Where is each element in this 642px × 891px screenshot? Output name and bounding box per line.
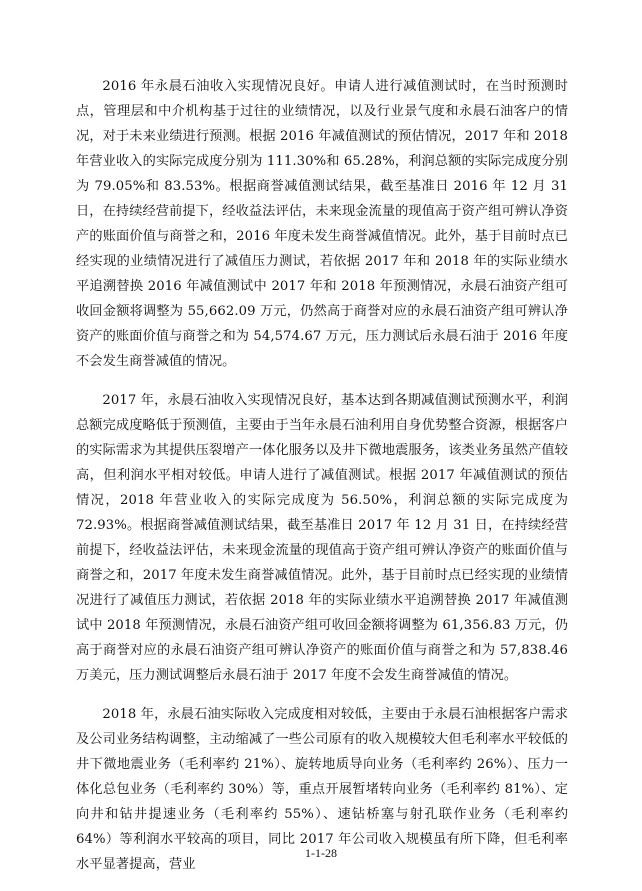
paragraph-2017: 2017 年，永晨石油收入实现情况良好，基本达到各期减值测试预测水平，利润总额完成度略低于预测值，主要由于当年永晨石油利用自身优势整合资源，根据客户的实际需求为其提供压裂增产一体化服务以及井下微地震服务，该类业务虽然产值较高，但利润水平相对较低。申请人进行了减值测试。根据 2017 年减值测试的预估情况，2018 年营业收入的实际完成度为 56.50%，利润总额的实际完成度为 72.93%。根据商誉减值测试结果，截至基准日 2017 年 12 月 31 日，在持续经营前提下，经收益法评估，未来现金流量的现值高于资产组可辨认净资产的账面价值与商誉之和，2017 年度未发生商誉减值情况。此外，基于目前时点已经实现的业绩情况进行了减值压力测试，若依据 2018 年的实际业绩水平追溯替换 2017 年减值测试中 2018 年预测情况，永晨石油资产组可收回金额将调整为 61,356.83 万元，仍高于商誉对应的永晨石油资产组可辨认净资产的账面价值与商誉之和为 57,838.46 万美元，压力测试调整后永晨石油于 2017 年度不会发生商誉减值的情况。	[76, 393, 568, 683]
document-body	[76, 74, 568, 891]
paragraph-2018: 2018 年，永晨石油实际收入完成度相对较低，主要由于永晨石油根据客户需求及公司业务结构调整，主动缩减了一些公司原有的收入规模较大但毛利率水平较低的井下微地震业务（毛利率约 21%）、旋转地质导向业务（毛利率约 26%）、压力一体化总包业务（毛利率约 30%）等，重点开展暂堵转向业务（毛利率约 81%）、定向井和钻井提速业务（毛利率约 55%）、速钻桥塞与射孔联作业务（毛利率约 64%）等利润水平较高的项目，同比 2017 年公司收入规模虽有所下降，但毛利率水平显著提高，营业	[76, 707, 568, 872]
paragraph-2016: 2016 年永晨石油收入实现情况良好。申请人进行减值测试时，在当时预测时点，管理层和中介机构基于过往的业绩情况，以及行业景气度和永晨石油客户的情况，对于未来业绩进行预测。根据 2016 年减值测试的预估情况，2017 年和 2018 年营业收入的实际完成度分别为 111.30%和 65.28%，利润总额的实际完成度分别为 79.05%和 83.53%。根据商誉减值测试结果，截至基准日 2016 年 12 月 31 日，在持续经营前提下，经收益法评估，未来现金流量的现值高于资产组可辨认净资产的账面价值与商誉之和，2016 年度未发生商誉减值情况。此外，基于目前时点已经实现的业绩情况进行了减值压力测试，若依据 2017 年和 2018 年的实际业绩水平追溯替换 2016 年减值测试中 2017 年和 2018 年预测情况，永晨石油资产组可收回金额将调整为 55,662.09 万元，仍然高于商誉对应的永晨石油资产组可辨认净资产的账面价值与商誉之和为 54,574.67 万元，压力测试后永晨石油于 2016 年度不会发生商誉减值的情况。	[76, 79, 568, 369]
page-number: 1-1-28	[305, 846, 337, 860]
